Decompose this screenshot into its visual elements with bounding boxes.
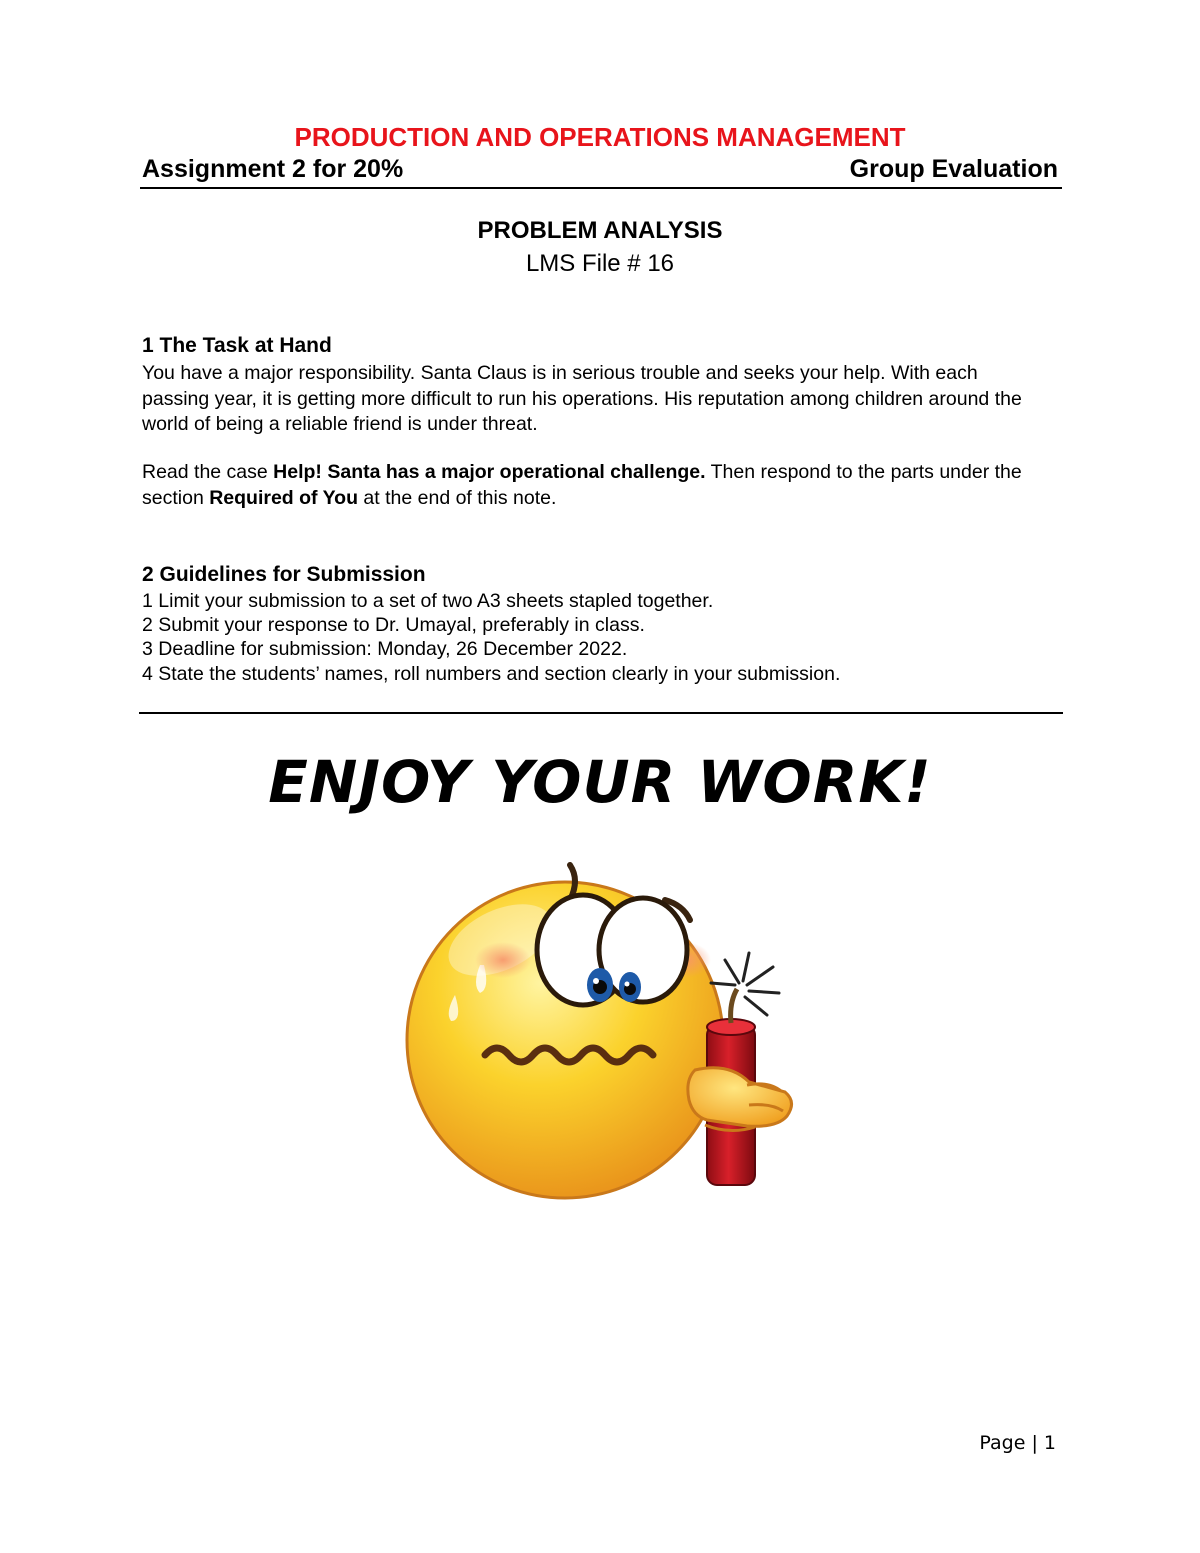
course-title: PRODUCTION AND OPERATIONS MANAGEMENT [294, 122, 906, 152]
task-paragraph: You have a major responsibility. Santa Claus is in serious trouble and seeks your help. With each passing year, it is getting more difficult to run his operations. His reputation among children around the world of being a reliable friend is under threat. [142, 362, 1022, 435]
required-section-name: Required of You [209, 486, 358, 509]
guideline-item: 2 Submit your response to Dr. Umayal, preferably in class. [142, 614, 645, 636]
page-number: Page | 1 [979, 1432, 1056, 1454]
assignment-label: Assignment 2 for 20% [142, 155, 404, 183]
section-heading-guidelines: 2 Guidelines for Submission [142, 563, 426, 586]
document-title: PROBLEM ANALYSIS [477, 217, 723, 244]
document-subtitle: LMS File # 16 [525, 250, 675, 277]
section-divider [139, 712, 1063, 714]
case-title: Help! Santa has a major operational challenge. [273, 461, 706, 483]
evaluation-label: Group Evaluation [849, 155, 1058, 183]
nervous-emoji-holding-dynamite-icon [395, 855, 815, 1200]
instructions-paragraph [142, 460, 1042, 511]
instructions-text-b: Then respond to the parts under the section [142, 461, 1022, 509]
guideline-item: 4 State the students’ names, roll numbers and section clearly in your submission. [142, 663, 841, 685]
instructions-text-c: at the end of this note. [358, 486, 557, 509]
guideline-item: 3 Deadline for submission: Monday, 26 December 2022. [142, 638, 628, 660]
guideline-item: 1 Limit your submission to a set of two A3 sheets stapled together. [142, 590, 714, 612]
section-heading-task: 1 The Task at Hand [142, 334, 332, 357]
instructions-text-a: Read the case [142, 461, 274, 483]
header-row [140, 153, 1062, 189]
enjoy-message: ENJOY YOUR WORK! [268, 748, 932, 816]
